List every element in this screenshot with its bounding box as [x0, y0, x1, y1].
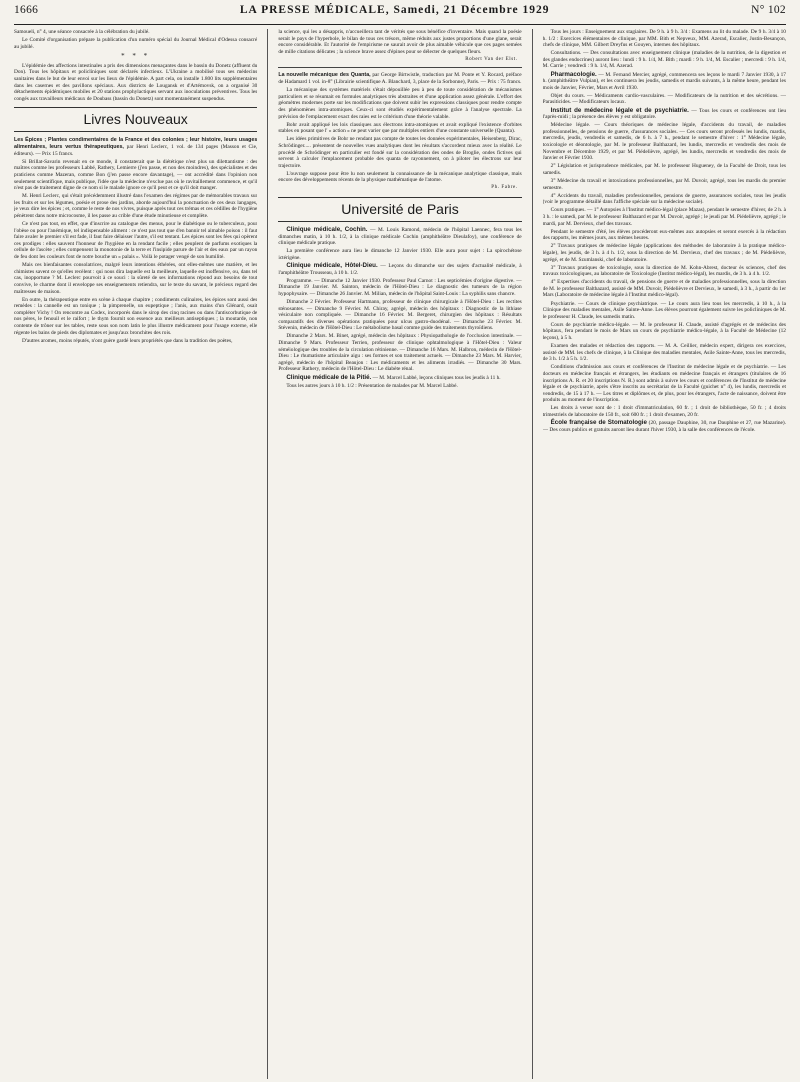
paragraph: Objet du cours. — Médicaments cardio-vasculaires. — Modificateurs de la nutrition et des sécrétions. — Parasiticides. — Modificateurs locaux. [542, 92, 786, 106]
paragraph: Mais ces bienfaisantes consolatrices, malgré leurs intentions éthérées, ont elles-mêmes une matière, et les chimistes savent ce qu'elles recèlent : qui nous dira laquelle est la meilleure, laquelle est inoffensive, ou, dans tel cas, inopportune ? M. Leclerc pourvoit à ce souci : la sûreté de ses informations répond aux besoins de tout convive, le charme dont il enveloppe ses enseignements retiendra, sur le texte du savant, le précieux regard des maîtresses de maison. [14, 262, 258, 295]
notice-head: Institut de médecine légale et de psychiatrie. [550, 106, 689, 114]
paragraph: Le Comité d'organisation prépare la publication d'un numéro spécial du Journal Médical d'Odessa consacré au jubilé. [14, 37, 258, 50]
notice-text: (20, passage Dauphine, 30, rue Dauphine et 27, rue Mazarine). — Des cours publics et gratuits auront lieu durant l'hiver 1930, à la salle des conférences de l'école. [542, 420, 786, 433]
paragraph: Cours de psychiatrie médico-légale. — M. le professeur H. Claude, assisté d'agrégés et de médecins des hôpitaux, fera pendant le mois de Mars un cours de psychiatrie médico-légale, à la Faculté de Médecine (12 leçons), à 5 h. [542, 321, 786, 342]
column-separator [267, 29, 268, 1079]
page-number: 1666 [14, 4, 39, 16]
paragraph: D'autres aromes, moins réputés, n'ont guère gardé leurs propriétés que dans la tradition des poètes, [22, 337, 233, 344]
notice [543, 420, 786, 433]
divider [278, 67, 521, 68]
paragraph: Si Brillat-Savarin revenait en ce monde, il constaterait que la diététique n'est plus un dilettantisme : des maîtres comme les professeurs Labbé, Rathery, Lemierre (j'en passe, et non des moindres), des spécialistes et des praticiens comme Mazeran, comme Bon (j'en passe encore davantage), — ont accrédité dans l'opinion non seulement scientifique, mais publique, l'idée que la médecine n'exclue pas où le ravitaillement commence, et qu'il n'est pas de traitement digne de ce nom si le malade ignore ce qu'il peut et ce qu'il doit manger. [14, 158, 258, 192]
paragraph: M. Henri Leclerc, qui s'était précédemment illustré dans l'examen des régimes par de mémorables travaux sur les fruits et sur les légumes, poésie et prose des jardins, aborde aujourd'hui la ponctuation de ces deux langages, je veux dire les épices ; et, comme le reste de nos vivres, puisque après tout ces trémas et ces cédilles de l'hygiène pénètrent dans notre microcosme, il les passe au crible d'une étude minutieuse et complète. [14, 193, 258, 219]
signature: Robert Van der Elst. [465, 56, 518, 62]
paragraph: la science, qui les a désappris, n'accueillera tant de vérités que sous bénéfice d'inventaire. Mais quand la poésie serait le pays de l'hyperbole, le bilan de tous ces trésors, même réduits aux justes proportions d'une glane, serait encore considérable. Et l'autorité de l'empirisme ne saurait avoir de plus aimable véhicule que ces pages semées de mille citations délicates ; la science brave assez d'épines pour se délecter de quelques fleurs. [278, 29, 522, 55]
notice [278, 263, 521, 276]
notice-text: — M. Marcel Labbé, leçons cliniques tous les jeudis à 11 h. [372, 374, 501, 381]
issue-number: N° 102 [751, 4, 786, 16]
notice-text: — Tous les cours et conférences ont lieu l'après-midi ; la présence des élèves y est obligatoire. [542, 107, 786, 121]
paragraph: Cours pratiques. — 1° Autopsies à l'Institut médico-légal (place Mazas), pendant le semestre d'hiver, de 2 h. à 3 h. : le samedi, par M. le professeur Balthazard et par M. Duvoir, agrégé ; le jeudi par M. Piédelièvre, agrégé ; le mardi, par M. Dervieux, chef des travaux. [542, 207, 786, 227]
notice [278, 375, 521, 382]
paragraph: Psychiatrie. — Cours de clinique psychiatrique. — Le cours aura lieu tous les mercredis, à 10 h., à la Clinique des maladies mentales, Asile Sainte-Anne. Les élèves pourront également suivre les policliniques de M. le professeur H. Claude, les samedis matin. [542, 300, 786, 320]
book-title: Les Épices ; Plantes condimentaires de la France et des colonies ; leur histoire, leurs usages alimentaires, leurs vertus thérapeutiques, [14, 137, 258, 151]
paragraph: En outre, la thérapeutique entre en scène à chaque chapitre ; condiments culinaires, les épices sont aussi des remèdes : la cannelle est un tonique ; la pimprenelle, un eupeptique ; l'anis, aux mains d'un Glénard, osait compléter Vichy ! On rencontre au Codex, incorporés dans le sirop des cinq racines ou dans l'antiscorbutique de nos pères, le fenouil et le raifort ; le thym fournit son essence aux meilleurs antiseptiques ; la moutarde, non contente de trôner sur les tables, reste sous son nom latin le plus illustre médicament pour l'usage externe, elle régente les bains de pieds des diplomates et jusqu'aux bronchites des rois. [14, 296, 258, 336]
paragraph: 2° Travaux pratiques de médecine légale (applications des méthodes de laboratoire à la pratique médico-légale), les jeudis, de 3 h. à 4 h. 1/2, sous la direction de M. Dervieux, chef des travaux ; de M. Piédelièvre, agrégé, et de M. Szumlanski, chef de laboratoire. [542, 243, 786, 263]
section-dots: * * * [121, 52, 151, 61]
column-2 [278, 29, 521, 1079]
book-ref: par George Birtwistle, traduction par M. Ponte et Y. Rocard, préface de Hadamard 1 vol. in-8° (Librairie scientifique A. Blanchard, 3, place de la Sorbonne), Paris. — Prix : 75 francs. [278, 72, 522, 86]
header-rule [14, 24, 786, 25]
paragraph: L'épidémie des affections intestinales a pris des dimensions menaçantes dans le bassin du Donetz (affluent du Don). Tous les hôpitaux et policliniques sont déclarés infectieux. L'Ukraine a mobilisé tous ses médecins sanitaires dans le but de leur envoi sur les lieux de l'épidémie. A part cela, on installe 1.800 lits supplémentaires dans les casernes et des pavillons spéciaux. Aux districts de Lougansk et d'Artémovsk, on a organisé 30 détachements épidémiques mobiles et 20 stations prophylactiques servant aux inoculations préventives. Tous les congés aux travailleurs médicaux de Doubass (bassin du Donetz) sont momentanément suspendus. [14, 62, 258, 102]
running-head [14, 4, 786, 22]
journal-title: LA PRESSE MÉDICALE, Samedi, 21 Décembre 1929 [239, 4, 550, 16]
paragraph: Les idées primitives de Bohr ne rendant pas compte de toutes les données expérimentales, Heisenberg, Dirac, Schrödinger..... présentent de nouvelles vues analytiques dont les résultats s'accordent mieux avec la réalité. Le procédé de Schrödinger en particulier est fondé sur la considération des ondes de Broglie, ondes fictives qui servent à calculer l'emplacement probable des quanta de rayonnement, on à piloter les électrons sur leur trajectoire. [278, 136, 522, 169]
paragraph: 2° Législation et jurisprudence médicales, par M. le professeur Hugueney, de la Faculté de Droit, tous les samedis. [542, 163, 786, 176]
notice-text: — Leçons du dimanche sur des sujets d'actualité médicale, à l'amphithéâtre Trousseau, à 10 h. 1/2. [278, 263, 522, 276]
paragraph: Les droits à verser sont de : 1 droit d'immatriculation, 60 fr. ; 1 droit de bibliothèque, 50 fr. ; 4 droits trimestriels de laboratoire de 150 fr., soit 600 fr. ; 1 droit d'examen, 20 fr. [542, 405, 786, 419]
paragraph: Pendant le semestre d'été, les élèves procéderont eux-mêmes aux autopsies et seront exercés à la rédaction des rapports, les mêmes jours, aux mêmes heures. [542, 228, 786, 242]
paragraph: Dimanche 2 Mars. M. Binet, agrégé, médecin des hôpitaux : Physiopathologie de l'occlusion intestinale. — Dimanche 9 Mars. Professeur Terrien, professeur de clinique ophtalmologique à l'Hôtel-Dieu : Valeur séméiologique des troubles de la circulation rétinienne. — Dimanche 16 Mars. M. Halbron, médecin de l'Hôtel-Dieu : Le rhumatisme articulaire aigu : ses formes et son traitement actuels. — Dimanche 23 Mars. M. Harvier, agrégé, médecin de l'hôpital Beaujon : Les médicaments et les aliments irradiés. — Dimanche 30 Mars. Professeur Rathery, médecin de l'Hôtel-Dieu : Le diabète rénal. [278, 333, 522, 373]
notice-text: — M. Louis Ramond, médecin de l'hôpital Laennec, fera tous les dimanches matin, à 10 h. 1/2, à la clinique médicale Cochin (amphithéâtre Dieulafoy), une conférence de clinique médicale pratique. [278, 227, 522, 247]
columns [14, 29, 786, 1079]
paragraph: 3° Médecine du travail et intoxications professionnelles, par M. Duvoir, agrégé, tous les mardis du premier semestre. [542, 177, 786, 191]
paragraph: Ce n'est pas tout, en effet, que d'inscrire au catalogue des menus, pour le diabétique ou le tuberculeux, pour l'obèse ou pour l'anémique, tel indispensable aliment : ce n'est pas tout que d'en bannir tel aimable poison : il faut faire avaler le premier s'il est fade, il faut faire délaisser l'autre, s'il est tentant. Les épices sont les fées qui opèrent ces prodiges : elles sauvent l'honneur de l'hygiène en la rendant facile ; elles peuplent de parfums exotiques la cellule de l'ascète ; elles compensent la monotonie de la terre et l'insipide parure de l'air et des eaux par un rayon de feu dont les couleurs font de notre bouche un « palais ». Voilà le potager vengé de son humilité. [14, 221, 258, 261]
column-3 [543, 29, 786, 1079]
notice [543, 108, 786, 121]
paragraph: La première conférence aura lieu le dimanche 12 Janvier 1930. Elle aura pour sujet : La spirochétose ictérigène. [278, 248, 522, 261]
notice-head: Pharmacologie. [550, 70, 597, 78]
column-1 [14, 29, 257, 1079]
column-separator [532, 29, 533, 1079]
paragraph: L'ouvrage suppose pour être lu non seulement la connaissance de la mécanique analytique classique, mais encore des développements récents de la physique mathématique de l'atome. [278, 170, 522, 184]
paragraph: 3° Travaux pratiques de toxicologie, sous la direction de M. Kohn-Abrest, docteur ès sciences, chef des travaux toxicologiques, au laboratoire de Toxicologie (Institut médico-légal), les mardis, de 3 h. à 4 h. 1/2. [542, 264, 786, 278]
book-entry [14, 137, 257, 157]
paragraph: Dimanche 2 Février. Professeur Hartmann, professeur de clinique chirurgicale à l'Hôtel-Dieu : Les rectites sténosantes. — Dimanche 9 Février. M. Chiray, agrégé, médecin des hôpitaux : Diagnostic de la lithiase vésiculaire non compliquée. — Dimanche 16 Février. M. Bergeret, chirurgien des hôpitaux : Résultats comparatifs des diverses opérations pratiquées pour ulcus gastro-duodénal. — Dimanche 23 Février. M. Stévenin, médecin de l'Hôtel-Dieu : Le métabolisme basal comme guide des traitements thyroïdiens. [278, 299, 522, 332]
paragraph: Médecine légale. — Cours théoriques de médecine légale, d'accidents du travail, de maladies professionnelles, de pensions de guerre, d'assurances sociales. — Ces cours seront professés les lundis, mardis, mercredis, jeudis, vendredis et samedis, de 6 h. à 7 h., pendant le semestre d'hiver : 1° Médecine légale, toxicologie et déontologie, par M. le professeur Balthazard, les lundis, mercredis et vendredis des mois de Novembre et Décembre 1929, et par M. Piédelièvre, agrégé, les lundis, mercredis et vendredis des mois de Janvier et Février 1930. [542, 122, 786, 162]
notice [278, 227, 521, 247]
notice-head: Clinique médicale, Cochin. [286, 226, 368, 234]
paragraph: La mécanique des systèmes matériels s'était dépouillée peu à peu de toute considération de mécanismes particuliers et se résumait en formules analytiques très abstraites et d'une application assez générale. L'effort des géomètres modernes porte sur les modifications que doivent subir les expressions classiques pour rendre compte des phénomènes intra-atomiques. Ceux-ci sont étudiés expérimentalement grâce à l'analyse spectrale. La prévision de l'emplacement exact des raies est le critérium d'une théorie valable. [278, 87, 522, 120]
signature: Ph. Fabre. [491, 185, 518, 191]
book-entry [278, 72, 521, 85]
notice-text: — M. Fernand Mercier, agrégé, commencera ses leçons le mardi 7 Janvier 1930, à 17 h. (amphithéâtre Vulpian), et les continuera les jeudis, samedis et mardis suivants, à la même heure, pendant les mois de Janvier, Février, Mars et Avril 1930. [542, 71, 786, 91]
paragraph: 4° Accidents du travail, maladies professionnelles, pensions de guerre, assurances sociales, tous les jeudis (voir le programme détaillé dans l'affiche spéciale sur la médecine sociale). [542, 192, 786, 206]
section-title-livres: Livres Nouveaux [14, 107, 257, 132]
paragraph: Tous les autres jours à 10 h. 1/2 : Présentation de malades par M. Marcel Labbé. [286, 382, 458, 389]
paragraph: Programme. — Dimanche 12 Janvier 1930. Professeur Paul Carnot : Les septicémies d'origine digestive. — Dimanche 19 Janvier. M. Sainton, médecin de l'Hôtel-Dieu : Le diagnostic des tumeurs de la région hypophysaire. — Dimanche 26 Janvier. M. Milian, médecin de l'hôpital Saint-Louis : La syphilis sans chancre. [278, 277, 522, 297]
paragraph: Conditions d'admission aux cours et conférences de l'Institut de médecine légale et de psychiatrie. — Les docteurs en médecine français et étrangers, les étudiants en médecine français et étrangers (titulaires de 16 inscriptions A. R. et 20 inscriptions N. R.) sont admis à suivre les cours et conférences de l'Institut de médecine légale et de psychiatrie, après s'être inscrits au secrétariat de la Faculté (guichet n° 4), les lundis, mercredis et vendredis, de 15 à 17 h. — Les titres et diplômes et, de plus, pour les étrangers, l'acte de naissance, doivent être produits au moment de l'inscription. [542, 364, 786, 404]
notice-head: Clinique médicale, Hôtel-Dieu. [286, 262, 378, 270]
notice-head: École française de Stomatologie [550, 419, 647, 427]
book-title: La nouvelle mécanique des Quanta, [278, 72, 371, 79]
notice-head: Clinique médicale de la Pitié. [286, 373, 372, 381]
paragraph: Bohr avait appliqué les lois classiques aux électrons intra-atomiques et avait expliqué l'existence d'orbites stables en posant que l' « action » ne peut varier que par multiples entiers d'une constante universelle (Quanta). [278, 121, 522, 135]
paragraph: Examen des malades et rédaction des rapports. — M. A. Ceillier, médecin expert, dirigera ces exercices, assisté de MM. les chefs de clinique, à la Clinique des maladies mentales, Asile Sainte-Anne, tous les mercredis, de 3 h. 1/2 à 5 h. 1/2. [542, 343, 786, 363]
paragraph: Consultations. — Des consultations avec enseignement clinique (maladies de la nutrition, de la digestion et des glandes endocrines) auront lieu : lundi : 9 h. 1/4, M. Bith ; mardi : 9 h. 1/4, M. Escalier ; mercredi : 9 h. 1/4, M. Carrie ; vendredi : 9 h. 1/4, M. Azerad. [542, 50, 786, 70]
paragraph: Samoueli, n° 4, une séance consacrée à la célébration du jubilé. [14, 29, 150, 35]
book-ref: par Henri Leclerc, 1 vol. de 134 pages (Masson et Cie, éditeurs). — Prix 15 francs. [14, 144, 258, 157]
paragraph: 4° Expertises d'accidents du travail, de pensions de guerre et de maladies professionnelles, sous la direction de M. le professeur Balthazard, assisté de MM. Duvoir, Piédelièvre et Dervieux, le samedi, à 3 h., à partir du 1er Mars (Laboratoire de médecine légale à l'Institut médico-légal). [542, 279, 786, 299]
paragraph: Tous les jours : Enseignement aux stagiaires. De 9 h. à 9 h. 3/4 : Examens au lit du malade. De 9 h. 3/4 à 10 h. 1/2 : Exercices élémentaires de clinique, par MM. Bith et Nepveux, MM. Azerad, Escalier, Justin-Besançon, chefs de clinique, MM. Gilbert Dreyfus et Gouyen, internes des hôpitaux. [542, 29, 786, 49]
section-title-universite: Université de Paris [278, 197, 521, 222]
notice [543, 72, 786, 92]
